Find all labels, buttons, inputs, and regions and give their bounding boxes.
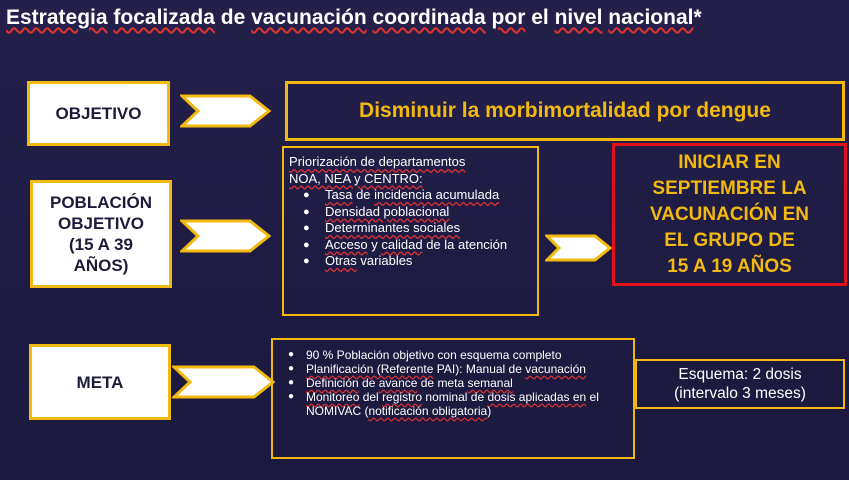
vaccination-start-callout: INICIAR EN SEPTIEMBRE LA VACUNACIÓN EN EL GRUPO DE 15 A 19 AÑOS bbox=[612, 143, 847, 286]
objetivo-text: Disminuir la morbimortalidad por dengue bbox=[359, 99, 771, 122]
chevron-arrow-icon bbox=[180, 219, 272, 253]
meta-list bbox=[277, 348, 629, 418]
criteria-list bbox=[289, 187, 533, 270]
list-item: ● Tasa de incidencia acumulada bbox=[325, 187, 533, 204]
list-item: ● Definición de avance de meta semanal bbox=[306, 376, 629, 390]
chevron-arrow-icon bbox=[172, 365, 276, 399]
list-item: ● Densidad poblacional bbox=[325, 204, 533, 221]
esquema-line: (intervalo 3 meses) bbox=[674, 385, 806, 402]
list-item: ● Monitoreo del registro nominal de dosis aplicadas en el NOMIVAC (notificación obligatoria) bbox=[306, 390, 629, 418]
list-item: ● Otras variables bbox=[325, 253, 533, 270]
list-item: ● 90 % Población objetivo con esquema completo bbox=[306, 348, 629, 362]
objetivo-label-box bbox=[27, 81, 170, 146]
poblacion-label-line: OBJETIVO bbox=[58, 214, 144, 233]
chevron-arrow-icon bbox=[180, 94, 272, 128]
poblacion-label-line: AÑOS) bbox=[73, 256, 129, 275]
chevron-arrow-icon bbox=[545, 234, 613, 262]
objetivo-label: OBJETIVO bbox=[55, 104, 142, 123]
esquema-line: Esquema: 2 dosis bbox=[678, 366, 802, 383]
poblacion-label-line: (15 A 39 bbox=[69, 235, 133, 254]
criteria-heading: Priorización de departamentos bbox=[289, 154, 466, 169]
page-title: Estrategia focalizada de vacunación coordinada por el nivel nacional* bbox=[6, 6, 702, 29]
list-item: ● Planificación (Referente PAI): Manual de vacunación bbox=[306, 362, 629, 376]
meta-label-box bbox=[29, 344, 171, 420]
poblacion-label-line: POBLACIÓN bbox=[50, 193, 152, 212]
criteria-heading: NOA, NEA y CENTRO: bbox=[289, 170, 423, 186]
poblacion-criteria-box bbox=[282, 146, 539, 316]
meta-details-box bbox=[271, 338, 635, 459]
esquema-box bbox=[635, 359, 845, 409]
objetivo-text-box bbox=[285, 81, 845, 141]
poblacion-label-box bbox=[30, 180, 172, 288]
list-item: ● Determinantes sociales bbox=[325, 220, 533, 237]
meta-label: META bbox=[76, 372, 124, 392]
list-item: ● Acceso y calidad de la atención bbox=[325, 237, 533, 254]
